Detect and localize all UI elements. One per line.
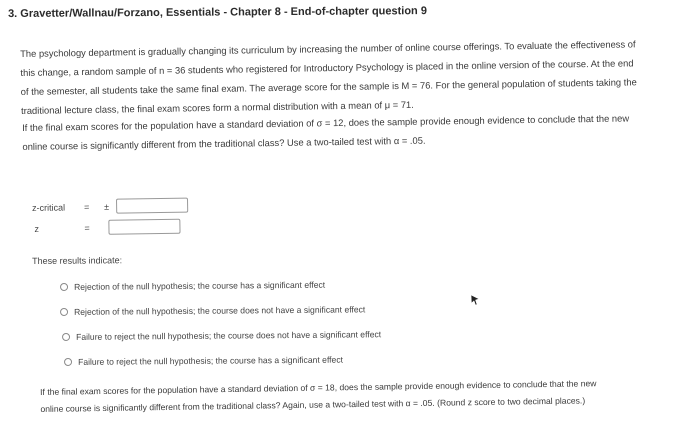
option-label: Failure to reject the null hypothesis; the course does not have a significant effect (75, 329, 382, 342)
problem-line: of the semester, all students take the same final exam. The average score for the sample is M = 76. For the general population of students taking the (20, 76, 637, 97)
problem-statement (20, 34, 661, 120)
answer-option-4[interactable] (64, 355, 343, 367)
equals-sign: = (84, 223, 90, 234)
question-line: online course is significantly different from the traditional class? Use a two-tailed test with α = .05. (22, 134, 426, 152)
answer-grid (32, 197, 233, 240)
option-label: Rejection of the null hypothesis; the course has a significant effect (73, 279, 326, 292)
z-score-input[interactable] (108, 219, 180, 235)
z-critical-label: z-critical (32, 202, 66, 213)
mouse-pointer-icon (470, 294, 480, 306)
radio-button-icon[interactable] (60, 283, 68, 291)
option-label: Rejection of the null hypothesis; the course does not have a significant effect (73, 304, 366, 317)
question-part-2 (40, 374, 680, 418)
question-title: 3. Gravetter/Wallnau/Forzano, Essentials - Chapter 8 - End-of-chapter question 9 (8, 5, 427, 20)
plus-minus-sign: ± (104, 201, 110, 212)
problem-line: traditional lecture class, the final exam scores form a normal distribution with a mean of μ = 71. (20, 98, 414, 116)
problem-line: The psychology department is gradually changing its curriculum by increasing the number of online course offerings. To evaluate the effectiveness of (20, 38, 636, 59)
radio-button-icon[interactable] (64, 358, 72, 366)
question-line: online course is significantly different from the traditional class? Again, use a two-tailed test with α = .05. (Round z score to two decimal places.) (40, 395, 586, 414)
answer-option-1[interactable] (60, 280, 325, 292)
answer-option-3[interactable] (62, 329, 381, 342)
option-label: Failure to reject the null hypothesis; the course has a significant effect (77, 354, 344, 367)
answer-option-2[interactable] (60, 304, 365, 317)
results-label: These results indicate: (32, 255, 123, 266)
z-label: z (34, 223, 40, 234)
question-line: If the final exam scores for the population have a standard deviation of σ = 12, does the sample provide enough evidence to conclude that the new (22, 112, 630, 133)
equals-sign: = (84, 202, 90, 213)
radio-button-icon[interactable] (62, 333, 70, 341)
problem-line: this change, a random sample of n = 36 students who registered for Introductory Psychology is placed in the online version of the course. At the end (20, 57, 634, 78)
question-line: If the final exam scores for the population have a standard deviation of σ = 18, does the sample provide enough evidence to conclude that the new (40, 378, 597, 397)
z-critical-input[interactable] (116, 198, 188, 214)
radio-button-icon[interactable] (60, 308, 68, 316)
